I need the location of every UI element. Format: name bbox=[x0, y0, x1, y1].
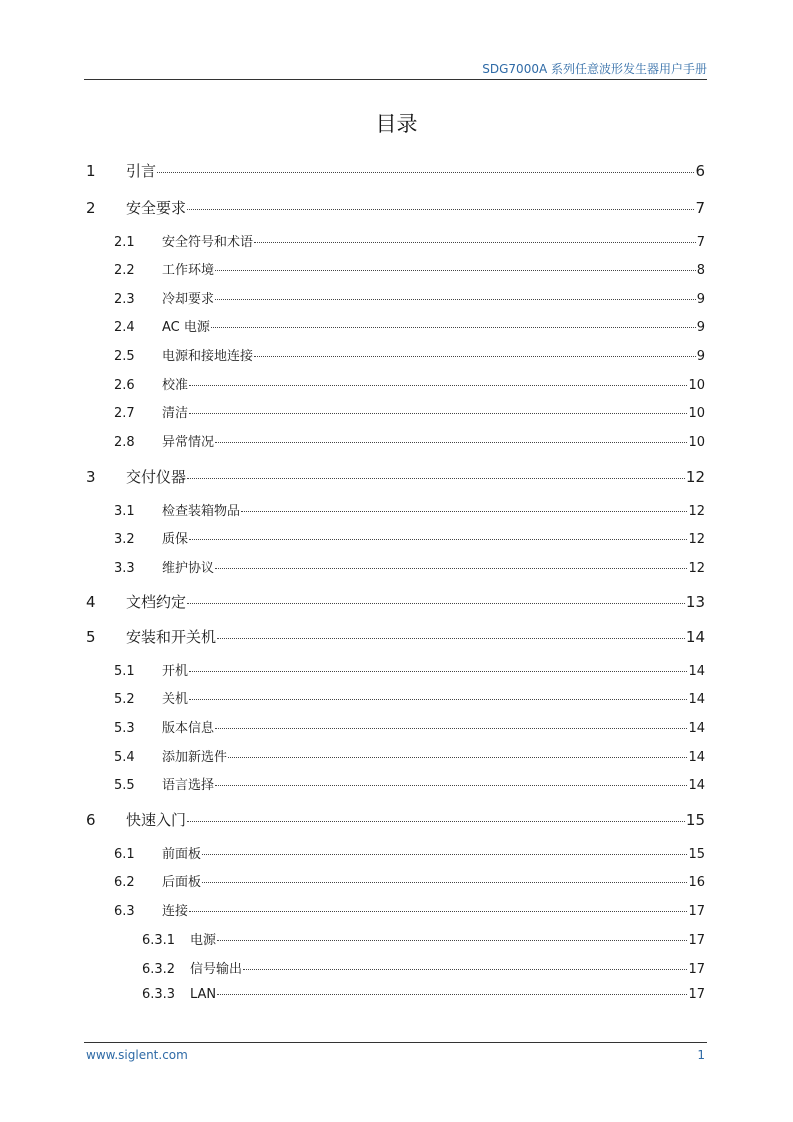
toc-entry[interactable] bbox=[114, 746, 705, 765]
toc-entry-label: 开机 bbox=[162, 664, 189, 679]
toc-entry-label: 校准 bbox=[162, 378, 189, 393]
footer-page-number: 1 bbox=[697, 1048, 705, 1062]
toc-entry[interactable] bbox=[114, 259, 705, 278]
toc-entry-page: 14 bbox=[688, 692, 705, 707]
toc-entry-label: AC 电源 bbox=[162, 320, 210, 335]
toc-entry[interactable] bbox=[142, 987, 705, 1002]
toc-entry[interactable] bbox=[84, 809, 705, 830]
toc-entry-page: 14 bbox=[685, 628, 705, 646]
toc-entry-page: 10 bbox=[688, 435, 705, 450]
toc-dot-leader bbox=[215, 785, 687, 786]
toc-dot-leader bbox=[189, 671, 687, 672]
page-header-title: SDG7000A 系列任意波形发生器用户手册 bbox=[482, 62, 707, 76]
toc-entry-page: 17 bbox=[688, 904, 705, 919]
toc-entry-label: 连接 bbox=[162, 904, 189, 919]
toc-entry-label: LAN bbox=[190, 987, 217, 1002]
toc-entry[interactable] bbox=[142, 958, 705, 977]
toc-entry-number: 5.5 bbox=[114, 778, 135, 793]
header-rule bbox=[84, 79, 707, 80]
footer-url[interactable]: www.siglent.com bbox=[86, 1048, 188, 1062]
toc-dot-leader bbox=[241, 511, 687, 512]
toc-entry-label: 文档约定 bbox=[126, 593, 187, 611]
toc-entry-label: 安装和开关机 bbox=[126, 628, 217, 646]
toc-entry[interactable] bbox=[114, 900, 705, 919]
toc-entry-number: 2.3 bbox=[114, 292, 135, 307]
toc-entry[interactable] bbox=[142, 929, 705, 948]
toc-entry-number: 4 bbox=[86, 593, 96, 611]
toc-dot-leader bbox=[215, 728, 687, 729]
toc-entry-page: 9 bbox=[696, 349, 705, 364]
toc-entry[interactable] bbox=[114, 231, 705, 250]
toc-entry[interactable] bbox=[84, 591, 705, 612]
toc-dot-leader bbox=[189, 911, 687, 912]
toc-entry-label: 添加新选件 bbox=[162, 750, 228, 765]
toc-dot-leader bbox=[187, 603, 685, 604]
toc-dot-leader bbox=[189, 539, 687, 540]
toc-entry-label: 冷却要求 bbox=[162, 292, 215, 307]
toc-dot-leader bbox=[215, 568, 687, 569]
toc-entry-number: 1 bbox=[86, 162, 96, 180]
toc-dot-leader bbox=[202, 854, 687, 855]
toc-entry-number: 6.1 bbox=[114, 847, 135, 862]
toc-entry-number: 2.1 bbox=[114, 235, 135, 250]
toc-dot-leader bbox=[189, 699, 687, 700]
toc-entry-number: 5.4 bbox=[114, 750, 135, 765]
toc-entry-label: 版本信息 bbox=[162, 721, 215, 736]
toc-entry-label: 交付仪器 bbox=[126, 468, 187, 486]
toc-entry-number: 2.4 bbox=[114, 320, 135, 335]
toc-entry-page: 14 bbox=[688, 721, 705, 736]
toc-entry-number: 6.3.3 bbox=[142, 987, 176, 1002]
toc-entry[interactable] bbox=[84, 197, 705, 218]
toc-entry[interactable] bbox=[114, 402, 705, 421]
toc-entry-page: 7 bbox=[696, 235, 705, 250]
toc-entry-label: 前面板 bbox=[162, 847, 202, 862]
toc-dot-leader bbox=[243, 969, 687, 970]
toc-entry-number: 5.3 bbox=[114, 721, 135, 736]
toc-entry[interactable] bbox=[114, 431, 705, 450]
toc-dot-leader bbox=[228, 757, 687, 758]
toc-entry[interactable] bbox=[114, 871, 705, 890]
toc-entry[interactable] bbox=[114, 528, 705, 547]
toc-entry-number: 2.5 bbox=[114, 349, 135, 364]
toc-entry-number: 3.1 bbox=[114, 504, 135, 519]
toc-entry-page: 14 bbox=[688, 664, 705, 679]
toc-dot-leader bbox=[215, 442, 687, 443]
toc-entry-number: 2.2 bbox=[114, 263, 135, 278]
toc-entry[interactable] bbox=[114, 843, 705, 862]
toc-entry-number: 6.3 bbox=[114, 904, 135, 919]
toc-entry-page: 12 bbox=[688, 561, 705, 576]
toc-entry-page: 12 bbox=[685, 468, 705, 486]
toc-dot-leader bbox=[217, 940, 687, 941]
toc-entry[interactable] bbox=[114, 374, 705, 393]
toc-entry-page: 15 bbox=[688, 847, 705, 862]
toc-entry-page: 15 bbox=[685, 811, 705, 829]
toc-entry-page: 12 bbox=[688, 532, 705, 547]
toc-entry-page: 14 bbox=[688, 778, 705, 793]
toc-entry-page: 13 bbox=[685, 593, 705, 611]
toc-entry-label: 安全要求 bbox=[126, 199, 187, 217]
toc-entry-number: 6 bbox=[86, 811, 96, 829]
toc-entry[interactable] bbox=[114, 288, 705, 307]
toc-entry-page: 7 bbox=[695, 199, 705, 217]
toc-entry[interactable] bbox=[84, 160, 705, 181]
toc-dot-leader bbox=[157, 172, 694, 173]
toc-entry-label: 电源 bbox=[190, 933, 217, 948]
toc-entry-number: 5.1 bbox=[114, 664, 135, 679]
toc-title: 目录 bbox=[375, 112, 418, 136]
toc-entry-number: 6.3.2 bbox=[142, 962, 176, 977]
toc-entry[interactable] bbox=[114, 557, 705, 576]
toc-entry-number: 5 bbox=[86, 628, 96, 646]
toc-entry-label: 电源和接地连接 bbox=[162, 349, 254, 364]
toc-entry-label: 安全符号和术语 bbox=[162, 235, 254, 250]
toc-dot-leader bbox=[187, 821, 685, 822]
toc-entry-label: 快速入门 bbox=[126, 811, 187, 829]
toc-dot-leader bbox=[211, 327, 696, 328]
toc-entry-number: 6.2 bbox=[114, 875, 135, 890]
toc-entry[interactable] bbox=[114, 688, 705, 707]
toc-dot-leader bbox=[217, 638, 685, 639]
toc-dot-leader bbox=[189, 413, 687, 414]
toc-entry-page: 10 bbox=[688, 378, 705, 393]
toc-entry-number: 3.3 bbox=[114, 561, 135, 576]
toc-entry-page: 16 bbox=[688, 875, 705, 890]
toc-entry[interactable] bbox=[114, 774, 705, 793]
toc-entry-page: 12 bbox=[688, 504, 705, 519]
toc-entry-number: 2 bbox=[86, 199, 96, 217]
toc-dot-leader bbox=[215, 299, 696, 300]
footer-rule bbox=[84, 1042, 707, 1043]
toc-entry-page: 10 bbox=[688, 406, 705, 421]
toc-entry[interactable] bbox=[114, 316, 705, 335]
toc-entry-number: 2.8 bbox=[114, 435, 135, 450]
toc-entry-page: 9 bbox=[696, 320, 705, 335]
toc-dot-leader bbox=[202, 882, 687, 883]
toc-entry-label: 工作环境 bbox=[162, 263, 215, 278]
toc-entry-number: 6.3.1 bbox=[142, 933, 176, 948]
toc-entry[interactable] bbox=[114, 717, 705, 736]
toc-entry[interactable] bbox=[114, 660, 705, 679]
toc-entry-label: 异常情况 bbox=[162, 435, 215, 450]
toc-entry-page: 14 bbox=[688, 750, 705, 765]
toc-entry-label: 检查装箱物品 bbox=[162, 504, 241, 519]
toc-entry-label: 关机 bbox=[162, 692, 189, 707]
toc-dot-leader bbox=[187, 478, 685, 479]
toc-entry-number: 2.7 bbox=[114, 406, 135, 421]
toc-entry-label: 语言选择 bbox=[162, 778, 215, 793]
toc-entry-label: 维护协议 bbox=[162, 561, 215, 576]
toc-entry-label: 清洁 bbox=[162, 406, 189, 421]
toc-dot-leader bbox=[215, 270, 696, 271]
toc-entry[interactable] bbox=[114, 345, 705, 364]
toc-entry-page: 17 bbox=[688, 933, 705, 948]
toc-dot-leader bbox=[217, 994, 687, 995]
toc-entry-number: 2.6 bbox=[114, 378, 135, 393]
toc-entry-label: 后面板 bbox=[162, 875, 202, 890]
toc-entry-label: 质保 bbox=[162, 532, 189, 547]
toc-entry-number: 3.2 bbox=[114, 532, 135, 547]
toc-entry[interactable] bbox=[114, 500, 705, 519]
toc-entry-page: 17 bbox=[688, 987, 705, 1002]
toc-dot-leader bbox=[254, 356, 696, 357]
toc-entry-page: 8 bbox=[696, 263, 705, 278]
toc-entry[interactable] bbox=[84, 466, 705, 487]
toc-dot-leader bbox=[254, 242, 696, 243]
toc-entry-number: 3 bbox=[86, 468, 96, 486]
toc-entry-label: 信号输出 bbox=[190, 962, 243, 977]
toc-entry-label: 引言 bbox=[126, 162, 157, 180]
toc-entry-page: 6 bbox=[695, 162, 705, 180]
toc-entry-number: 5.2 bbox=[114, 692, 135, 707]
toc-dot-leader bbox=[189, 385, 687, 386]
toc-dot-leader bbox=[187, 209, 694, 210]
toc-entry-page: 17 bbox=[688, 962, 705, 977]
toc-entry-page: 9 bbox=[696, 292, 705, 307]
toc-entry[interactable] bbox=[84, 626, 705, 647]
